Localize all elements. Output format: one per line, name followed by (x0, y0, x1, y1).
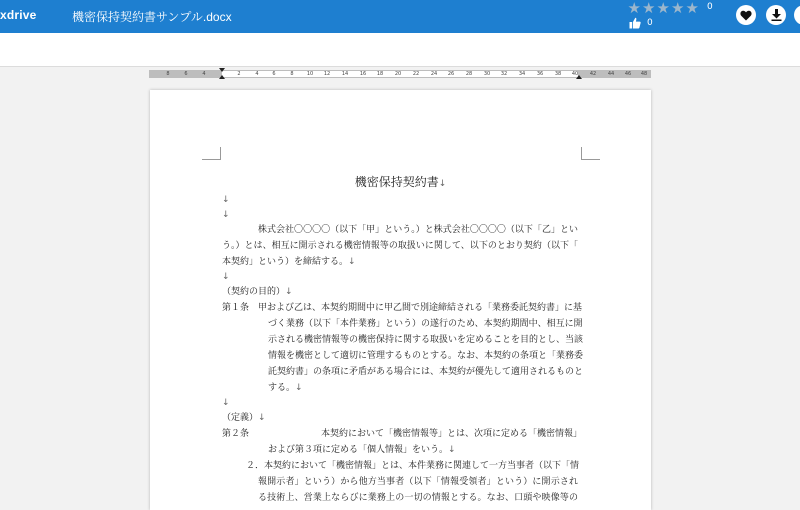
star-icon[interactable]: ★ (642, 0, 656, 17)
like-count: 0 (647, 18, 653, 28)
ruler-label: 38 (554, 71, 562, 77)
paragraph-line: う。）とは、相互に開示される機密情報等の取扱いに関して、以下のとおり契約（以下「 (222, 241, 578, 251)
first-line-indent-marker[interactable] (219, 68, 225, 72)
ruler-label: 26 (447, 71, 455, 77)
rating-count: 0 (707, 2, 713, 12)
star-icon[interactable]: ★ (671, 0, 685, 17)
ruler-label: 6 (272, 71, 276, 77)
ruler-label: 48 (640, 71, 648, 77)
paragraph-line (222, 210, 230, 221)
ruler-label: 18 (376, 71, 384, 77)
section-heading (222, 413, 266, 424)
article-line: 示される機密情報等の機密保持に関する取扱いを定めることを目的とし、当該 (268, 335, 584, 345)
ruler-label: 4 (202, 71, 206, 77)
ruler-label: 12 (323, 71, 331, 77)
line-text: する。 (268, 383, 296, 393)
line-text: （定義） (222, 413, 259, 423)
article-line: づく業務（以下「本件業務」という）の遂行のため、本契約期間中、相互に開 (268, 319, 583, 329)
article-line: 託契約書」の条項に矛盾がある場合には、本契約が優先して適用されるものと (268, 367, 584, 377)
document-page[interactable] (150, 90, 651, 510)
star-icon[interactable]: ★ (627, 0, 641, 17)
heart-icon (740, 10, 752, 21)
ruler-label: 44 (607, 71, 615, 77)
ruler-label: 40 (571, 71, 579, 77)
article-line (268, 383, 303, 394)
ruler-label: 6 (184, 71, 188, 77)
paragraph-line (222, 398, 230, 409)
margin-corner-mark (202, 147, 221, 160)
margin-corner-mark (581, 147, 600, 160)
heading-text: 機密保持契約書 (354, 175, 439, 189)
document-title: 機密保持契約書サンプル.docx (72, 10, 232, 24)
ruler-label: 30 (483, 71, 491, 77)
paragraph-mark: ↓ (222, 272, 230, 282)
ruler-label: 28 (465, 71, 473, 77)
ruler-label: 32 (500, 71, 508, 77)
ruler-label: 8 (166, 71, 170, 77)
ruler-label: 22 (412, 71, 420, 77)
paragraph-line: 株式会社〇〇〇〇（以下「甲」という。）と株式会社〇〇〇〇（以下「乙」とい (258, 225, 578, 235)
paragraph-line (222, 195, 230, 206)
ruler-label: 8 (290, 71, 294, 77)
ruler-label: 46 (624, 71, 632, 77)
left-indent-marker[interactable] (219, 75, 225, 79)
ruler-label: 2 (237, 71, 241, 77)
ruler-label: 34 (518, 71, 526, 77)
paragraph-mark: ↓ (448, 445, 456, 455)
line-text: および第３項に定める「個人情報」をいう。 (268, 445, 449, 455)
more-button[interactable] (794, 5, 800, 25)
star-icon[interactable]: ★ (685, 0, 699, 17)
top-bar (0, 0, 800, 33)
paragraph-mark: ↓ (222, 195, 230, 205)
ruler-label: 36 (536, 71, 544, 77)
document-heading (150, 173, 651, 190)
toolbar (0, 33, 800, 67)
paragraph-mark: ↓ (222, 210, 230, 220)
paragraph-mark: ↓ (295, 383, 303, 393)
download-icon (771, 9, 782, 21)
article-line: 第１条 甲および乙は、本契約期間中に甲乙間で別途締結される「業務委託契約書」に基 (222, 303, 583, 313)
ruler-label: 16 (359, 71, 367, 77)
article-line: 情報を機密として適切に管理するものとする。なお、本契約の条項と「業務委 (268, 351, 584, 361)
clause-line: 報開示者」という）から他方当事者（以下「情報受領者」という）に開示され (258, 477, 578, 487)
ruler-label: 42 (589, 71, 597, 77)
paragraph-mark: ↓ (222, 398, 230, 408)
line-text: （契約の目的） (222, 287, 286, 297)
article-line: 第２条 本契約において「機密情報等」とは、次項に定める「機密情報」 (222, 429, 583, 439)
line-text: 本契約」という）を締結する。 (222, 257, 349, 267)
paragraph-mark: ↓ (438, 179, 447, 189)
ruler-label: 4 (255, 71, 259, 77)
clause-line: る技術上、営業上ならびに業務上の一切の情報とする。なお、口頭や映像等の (258, 493, 578, 503)
ruler-label: 24 (430, 71, 438, 77)
article-line (268, 445, 456, 456)
paragraph-line (222, 272, 230, 283)
favorite-button[interactable] (736, 5, 756, 25)
ruler-label: 20 (394, 71, 402, 77)
section-heading (222, 287, 293, 298)
thumbs-up-icon[interactable] (629, 17, 641, 29)
right-indent-marker[interactable] (576, 75, 582, 79)
paragraph-mark: ↓ (258, 413, 266, 423)
paragraph-mark: ↓ (348, 257, 356, 267)
star-icon[interactable]: ★ (656, 0, 670, 17)
ruler-label: 10 (306, 71, 314, 77)
clause-line: ２．本契約において「機密情報」とは、本件業務に関連して一方当事者（以下「情 (246, 461, 580, 471)
paragraph-mark: ↓ (285, 287, 293, 297)
paragraph-line (222, 257, 356, 268)
rating-stars[interactable] (627, 0, 700, 16)
download-button[interactable] (766, 5, 786, 25)
ruler-label: 14 (341, 71, 349, 77)
brand-logo[interactable]: xdrive (0, 8, 37, 22)
